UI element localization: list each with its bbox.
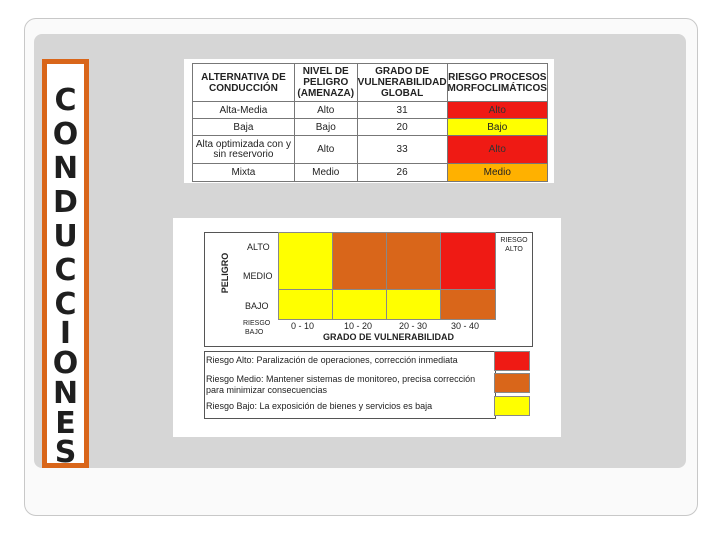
header-alternativa: ALTERNATIVA DE CONDUCCIÓN [193, 64, 295, 102]
cell-peligro: Alto [294, 102, 357, 119]
cell-grado: 33 [357, 136, 447, 164]
matrix-cell-medium [332, 232, 388, 291]
riesgo-alto-label: RIESGO ALTO [500, 237, 528, 253]
matrix-cell-low [278, 232, 334, 291]
vertical-title-bar [42, 59, 89, 468]
cell-riesgo: Alto [447, 136, 547, 164]
table-row [193, 164, 548, 182]
title-letter: C [54, 253, 77, 288]
cell-alternativa: Alta optimizada con y sin reservorio [193, 136, 295, 164]
matrix-cell-low [332, 289, 388, 320]
header-peligro: NIVEL DE PELIGRO (AMENAZA) [294, 64, 357, 102]
vertical-title [47, 64, 84, 470]
title-letter: C [54, 83, 77, 118]
matrix-cell-medium [386, 232, 442, 291]
cell-riesgo: Alto [447, 102, 547, 119]
cell-peligro: Bajo [294, 119, 357, 136]
legend-swatch-low [494, 396, 530, 416]
y-axis-title: PELIGRO [220, 252, 230, 294]
legend-swatch-high [494, 351, 530, 371]
legend-item-high: Riesgo Alto: Paralización de operaciones, corrección inmediata [206, 355, 458, 365]
riesgo-label: RIESGO [243, 320, 271, 327]
x-range-2: 20 - 30 [399, 321, 428, 331]
risk-table [192, 63, 548, 182]
title-letter: U [53, 219, 78, 254]
title-letter: N [52, 376, 79, 411]
y-label-bajo: BAJO [245, 301, 269, 311]
legend-item-medium: Riesgo Medio: Mantener sistemas de monitoreo, precisa corrección para minimizar consecuencias [206, 374, 476, 395]
x-axis-title: GRADO DE VULNERABILIDAD [323, 332, 455, 342]
table-row [193, 136, 548, 164]
matrix-cell-low [386, 289, 442, 320]
x-range-0: 0 - 10 [291, 321, 315, 331]
title-letter: E [55, 406, 76, 441]
title-letter: C [54, 287, 77, 322]
y-label-alto: ALTO [247, 242, 270, 252]
cell-peligro: Medio [294, 164, 357, 182]
matrix-cell-high [440, 232, 496, 291]
header-grado: GRADO DE VULNERABILIDAD GLOBAL [357, 64, 447, 102]
table-row [193, 102, 548, 119]
y-label-medio: MEDIO [243, 271, 273, 281]
table-row [193, 119, 548, 136]
legend-swatch-medium [494, 373, 530, 393]
legend-item-low: Riesgo Bajo: La exposición de bienes y servicios es baja [206, 401, 433, 411]
matrix-cell-low [278, 289, 334, 320]
title-letter: O [52, 117, 79, 152]
title-letter: N [52, 151, 79, 186]
bajo-label: BAJO [245, 329, 264, 336]
cell-grado: 31 [357, 102, 447, 119]
title-letter: I [59, 316, 72, 351]
title-letter: D [53, 185, 78, 220]
risk-matrix-image [173, 218, 561, 437]
matrix-cell-medium [440, 289, 496, 320]
x-range-3: 30 - 40 [451, 321, 480, 331]
cell-riesgo: Medio [447, 164, 547, 182]
cell-alternativa: Alta-Media [193, 102, 295, 119]
title-letter: O [52, 346, 79, 381]
title-letter: S [54, 435, 77, 470]
x-range-1: 10 - 20 [344, 321, 373, 331]
cell-alternativa: Baja [193, 119, 295, 136]
cell-riesgo: Bajo [447, 119, 547, 136]
risk-table-image [184, 59, 554, 183]
cell-grado: 20 [357, 119, 447, 136]
cell-alternativa: Mixta [193, 164, 295, 182]
cell-grado: 26 [357, 164, 447, 182]
cell-peligro: Alto [294, 136, 357, 164]
header-riesgo: RIESGO PROCESOS MORFOCLIMÁTICOS [447, 64, 547, 102]
